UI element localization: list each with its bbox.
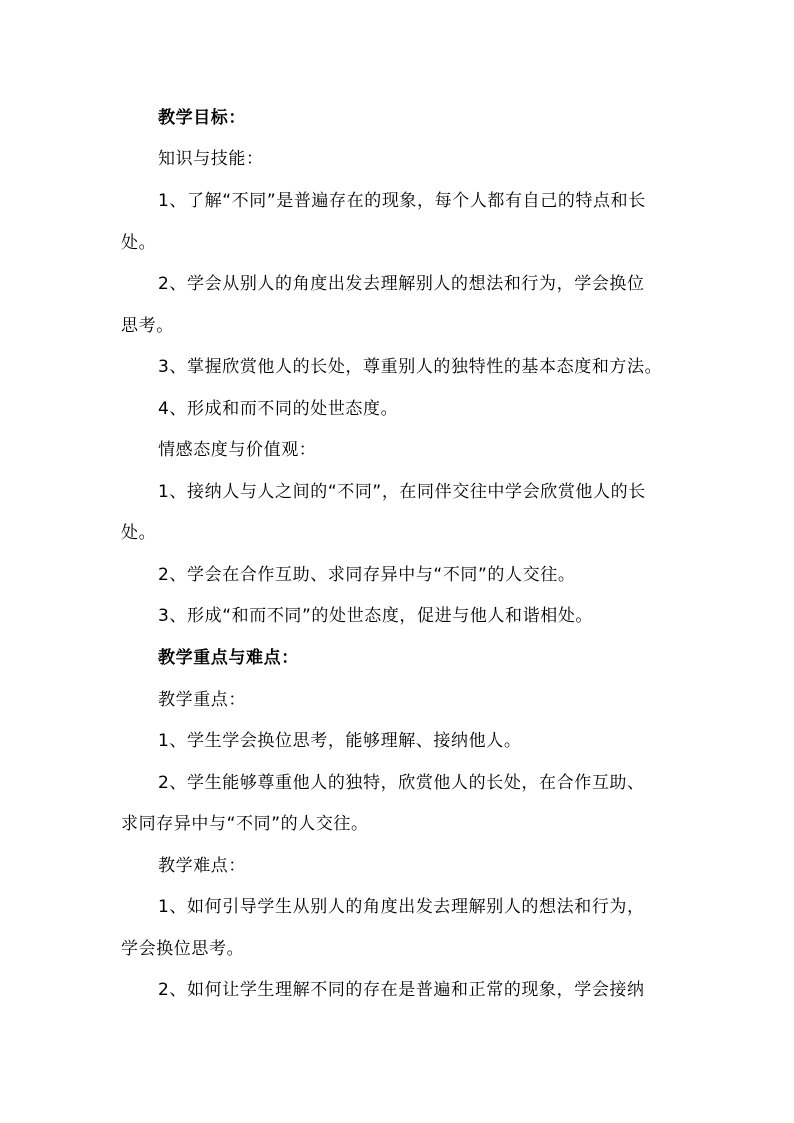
emotion-item-1-line-2: 处。: [121, 523, 157, 543]
knowledge-item-1-line-1: 1、了解“不同”是普遍存在的现象，每个人都有自己的特点和长: [158, 191, 646, 211]
knowledge-item-1-line-2: 处。: [121, 233, 157, 253]
key-point-item-2-line-1: 2、学生能够尊重他人的独特，欣赏他人的长处，在合作互助、: [158, 773, 645, 793]
knowledge-item-2-line-1: 2、学会从别人的角度出发去理解别人的想法和行为，学会换位: [158, 274, 645, 294]
key-point-item-1: 1、学生学会换位思考，能够理解、接纳他人。: [158, 731, 522, 751]
subheading-emotion-values: 情感态度与价值观：: [158, 440, 317, 460]
subheading-knowledge-skills: 知识与技能：: [158, 149, 264, 169]
difficult-point-item-2-line-1: 2、如何让学生理解不同的存在是普遍和正常的现象，学会接纳: [158, 980, 645, 1000]
knowledge-item-2-line-2: 思考。: [121, 316, 174, 336]
heading-key-and-difficult-points: 教学重点与难点：: [158, 648, 299, 668]
difficult-point-item-1-line-2: 学会换位思考。: [121, 939, 245, 959]
difficult-point-item-1-line-1: 1、如何引导学生从别人的角度出发去理解别人的想法和行为，: [158, 897, 645, 917]
emotion-item-1-line-1: 1、接纳人与人之间的“不同”，在同伴交往中学会欣赏他人的长: [158, 482, 646, 502]
subheading-difficult-points: 教学难点：: [158, 856, 246, 876]
emotion-item-2: 2、学会在合作互助、求同存异中与“不同”的人交往。: [158, 565, 576, 585]
subheading-key-points: 教学重点：: [158, 690, 246, 710]
knowledge-item-4: 4、形成和而不同的处世态度。: [158, 399, 399, 419]
heading-teaching-goals: 教学目标：: [158, 108, 246, 128]
key-point-item-2-line-2: 求同存异中与“不同”的人交往。: [121, 814, 369, 834]
emotion-item-3: 3、形成“和而不同”的处世态度，促进与他人和谐相处。: [158, 606, 594, 626]
knowledge-item-3: 3、掌握欣赏他人的长处，尊重别人的独特性的基本态度和方法。: [158, 357, 663, 377]
